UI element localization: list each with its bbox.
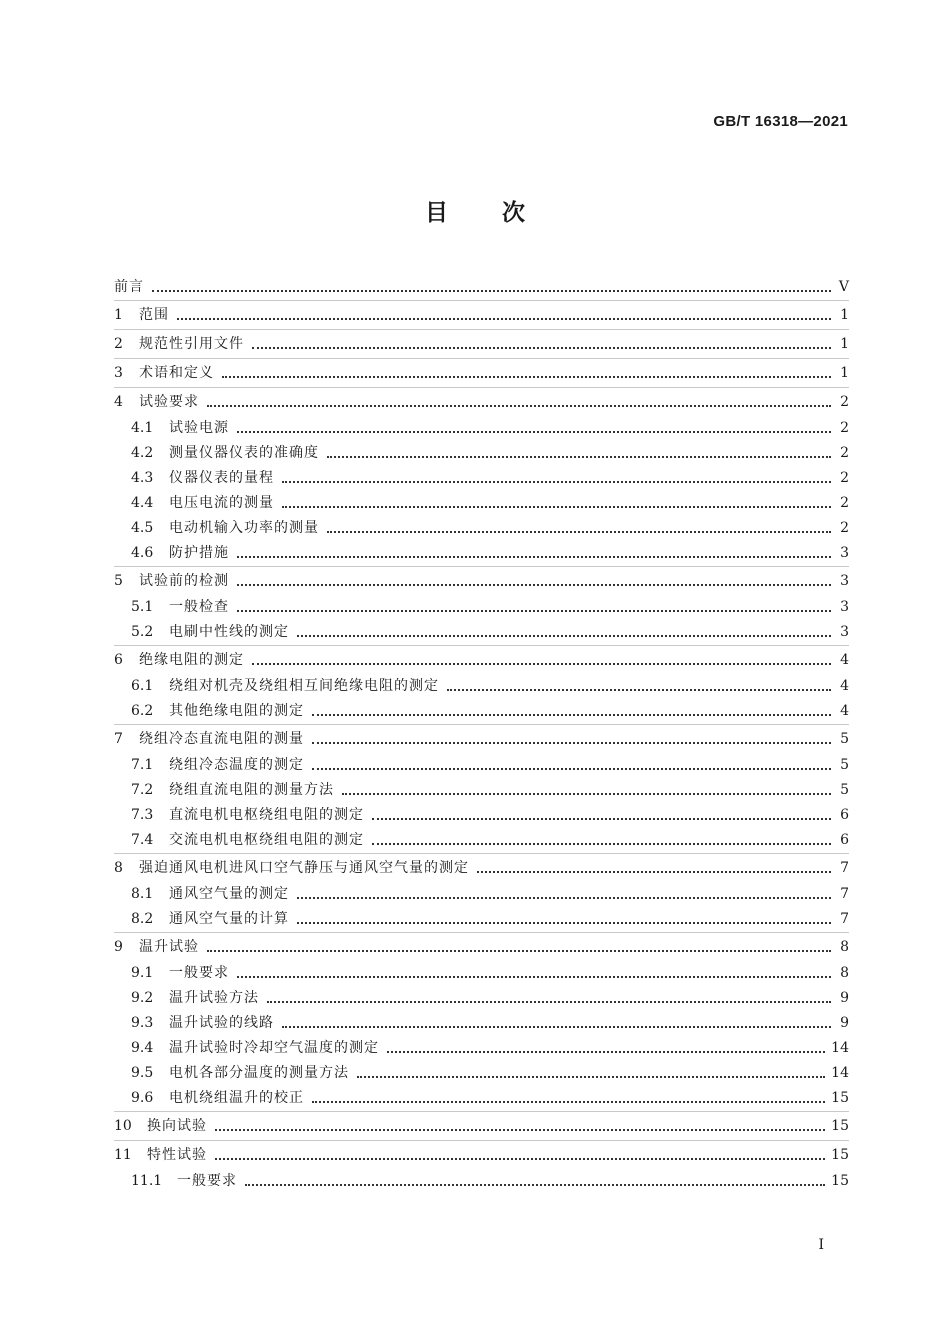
dot-leader [252,649,831,665]
toc-entry-section[interactable] [114,1169,849,1194]
toc-entry-section[interactable] [114,1061,849,1086]
toc-entry-section[interactable] [114,803,849,828]
toc-entry-chapter[interactable] [114,933,849,961]
toc-entry-section[interactable] [114,674,849,699]
toc-entry-number: 9.2 [131,990,154,1006]
toc-entry-page: 4 [840,703,849,719]
toc-entry-title: 测量仪器仪表的准确度 [169,445,319,461]
toc-entry-title: 通风空气量的计算 [169,911,289,927]
toc-entry-section[interactable] [114,541,849,566]
toc-entry-title: 绕组直流电阻的测量方法 [169,782,334,798]
toc-entry-title: 绕组冷态直流电阻的测量 [139,731,304,747]
dot-leader [237,596,831,612]
dot-leader [372,829,831,845]
toc-entry-title: 电刷中性线的测定 [169,624,289,640]
toc-entry-number: 7.1 [131,757,154,773]
toc-entry-title: 术语和定义 [139,365,214,381]
toc-entry-page: 1 [840,307,849,323]
toc-entry-title: 直流电机电枢绕组电阻的测定 [169,807,364,823]
toc-entry-number: 5.1 [131,599,154,615]
toc-entry-page: 5 [840,731,849,747]
toc-entry-number: 9.6 [131,1090,154,1106]
toc-entry-chapter[interactable] [114,1112,849,1140]
title-char-left: 目 [425,200,448,226]
dot-leader [215,1115,825,1131]
toc-entry-title: 温升试验 [139,939,199,955]
toc-entry-title: 绕组对机壳及绕组相互间绝缘电阻的测定 [169,678,439,694]
toc-entry-title: 前言 [114,279,144,295]
toc-entry-section[interactable] [114,441,849,466]
page-number: I [818,1237,824,1253]
toc-entry-page: 8 [840,965,849,981]
toc-entry-title: 电动机输入功率的测量 [169,520,319,536]
toc-entry-page: 5 [840,782,849,798]
toc-entry-chapter[interactable] [114,388,849,416]
dot-leader [237,962,831,978]
dot-leader [387,1037,825,1053]
toc-entry-number: 4.3 [131,470,154,486]
page-title [0,194,950,227]
toc-entry-title: 范围 [139,307,169,323]
toc-entry-section[interactable] [114,828,849,853]
toc-entry-number: 11 [114,1147,132,1163]
toc-entry-page: 15 [831,1090,849,1106]
toc-entry-title: 强迫通风电机进风口空气静压与通风空气量的测定 [139,860,469,876]
toc-entry-chapter[interactable] [114,854,849,882]
toc-entry-page: 6 [840,832,849,848]
toc-entry-title: 试验前的检测 [139,573,229,589]
toc-entry-number: 9.4 [131,1040,154,1056]
toc-entry-number: 4.5 [131,520,154,536]
toc-entry-title: 其他绝缘电阻的测定 [169,703,304,719]
toc-entry-number: 6.1 [131,678,154,694]
toc-entry-title: 电压电流的测量 [169,495,274,511]
toc-entry-title: 一般要求 [169,965,229,981]
dot-leader [237,542,831,558]
dot-leader [207,391,831,407]
toc-entry-page: 15 [831,1147,849,1163]
toc-entry-chapter[interactable] [114,330,849,358]
toc-entry-title: 电机绕组温升的校正 [169,1090,304,1106]
toc-entry-section[interactable] [114,1086,849,1111]
dot-leader [357,1062,825,1078]
standard-number: GB/T 16318—2021 [713,113,848,130]
toc-entry-title: 规范性引用文件 [139,336,244,352]
title-char-right: 次 [502,200,525,226]
toc-entry-section[interactable] [114,466,849,491]
toc-entry-title: 一般要求 [177,1173,237,1189]
dot-leader [372,804,831,820]
dot-leader [312,700,831,716]
toc-entry-title: 仪器仪表的量程 [169,470,274,486]
toc-entry-page: 7 [840,886,849,902]
toc-entry-page: 15 [831,1173,849,1189]
toc-entry-section[interactable] [114,416,849,441]
toc-entry-title: 换向试验 [147,1118,207,1134]
toc-entry-chapter[interactable] [114,646,849,674]
toc-entry-page: 14 [831,1040,849,1056]
toc-entry-number: 3 [114,365,123,381]
toc-entry-page: 2 [840,520,849,536]
toc-entry-number: 4.4 [131,495,154,511]
dot-leader [447,675,831,691]
toc-entry-page: 1 [840,365,849,381]
toc-entry-number: 7.3 [131,807,154,823]
toc-entry-section[interactable] [114,620,849,645]
toc-entry-page: 4 [840,678,849,694]
dot-leader [297,883,831,899]
toc-entry-section[interactable] [114,1036,849,1061]
toc-entry-page: 7 [840,911,849,927]
dot-leader [282,492,831,508]
toc-entry-number: 11.1 [131,1173,163,1189]
dot-leader [282,1012,831,1028]
toc-entry-page: 6 [840,807,849,823]
dot-leader [237,570,831,586]
toc-entry-number: 8.1 [131,886,154,902]
toc-entry-section[interactable] [114,882,849,907]
dot-leader [327,517,831,533]
toc-entry-section[interactable] [114,907,849,932]
toc-entry-number: 8 [114,860,123,876]
dot-leader [312,728,831,744]
toc-entry-number: 4.2 [131,445,154,461]
dot-leader [297,621,831,637]
toc-entry-title: 电机各部分温度的测量方法 [169,1065,349,1081]
toc-entry-number: 1 [114,307,123,323]
dot-leader [312,1087,825,1103]
toc-entry-number: 10 [114,1118,132,1134]
dot-leader [245,1170,825,1186]
toc-entry-number: 7.2 [131,782,154,798]
dot-leader [297,908,831,924]
toc-entry-page: 5 [840,757,849,773]
toc-entry-section[interactable] [114,961,849,986]
toc-entry-chapter[interactable] [114,1141,849,1169]
toc-entry-section[interactable] [114,753,849,778]
toc-entry-page: 7 [840,860,849,876]
toc-entry-page: 2 [840,394,849,410]
toc-entry-title: 防护措施 [169,545,229,561]
dot-leader [267,987,831,1003]
toc-entry-number: 9.5 [131,1065,154,1081]
toc-entry-title: 温升试验方法 [169,990,259,1006]
toc-entry-title: 温升试验的线路 [169,1015,274,1031]
toc-entry-number: 7 [114,731,123,747]
toc-entry-section[interactable] [114,491,849,516]
toc-entry-title: 通风空气量的测定 [169,886,289,902]
toc-entry-page: 4 [840,652,849,668]
toc-entry-number: 9 [114,939,123,955]
dot-leader [282,467,831,483]
toc-entry-number: 5 [114,573,123,589]
toc-entry-page: 3 [840,573,849,589]
toc-entry-section[interactable] [114,595,849,620]
toc-entry-number: 8.2 [131,911,154,927]
dot-leader [207,936,831,952]
toc-entry-number: 4 [114,394,123,410]
toc-entry-page: 2 [840,420,849,436]
toc-entry-title: 温升试验时冷却空气温度的测定 [169,1040,379,1056]
toc-entry-section[interactable] [114,1011,849,1036]
dot-leader [152,276,831,292]
toc-entry-chapter[interactable] [114,567,849,595]
toc-entry-chapter[interactable] [114,359,849,387]
toc-entry-title: 特性试验 [147,1147,207,1163]
toc-entry-section[interactable] [114,699,849,724]
toc-entry-number: 5.2 [131,624,154,640]
toc-entry-number: 6.2 [131,703,154,719]
toc-entry-page: 9 [840,1015,849,1031]
toc-entry-number: 2 [114,336,123,352]
table-of-contents [114,274,849,1194]
toc-entry-page: 3 [840,599,849,615]
toc-entry-page: 3 [840,624,849,640]
toc-entry-page: 2 [840,445,849,461]
toc-entry-page: 9 [840,990,849,1006]
toc-entry-title: 绕组冷态温度的测定 [169,757,304,773]
dot-leader [252,333,831,349]
dot-leader [342,779,831,795]
toc-entry-title: 绝缘电阻的测定 [139,652,244,668]
toc-entry-page: 14 [831,1065,849,1081]
toc-entry-section[interactable] [114,778,849,803]
toc-entry-number: 9.1 [131,965,154,981]
dot-leader [215,1144,825,1160]
dot-leader [177,304,831,320]
toc-entry-chapter[interactable] [114,725,849,753]
toc-entry-title: 试验要求 [139,394,199,410]
toc-entry-page: 2 [840,470,849,486]
toc-entry-page: 3 [840,545,849,561]
toc-entry-section[interactable] [114,516,849,541]
toc-entry-page: 8 [840,939,849,955]
toc-entry-number: 9.3 [131,1015,154,1031]
toc-entry-page: 15 [831,1118,849,1134]
toc-entry-title: 交流电机电枢绕组电阻的测定 [169,832,364,848]
toc-entry-number: 4.1 [131,420,154,436]
dot-leader [327,442,831,458]
dot-leader [477,857,831,873]
toc-entry-number: 7.4 [131,832,154,848]
toc-entry-chapter[interactable] [114,301,849,329]
toc-entry-page: 2 [840,495,849,511]
toc-entry-title: 一般检查 [169,599,229,615]
toc-entry-chapter[interactable] [114,274,849,300]
toc-entry-number: 4.6 [131,545,154,561]
toc-entry-page: V [838,279,849,295]
toc-entry-section[interactable] [114,986,849,1011]
dot-leader [312,754,831,770]
dot-leader [222,362,831,378]
toc-entry-title: 试验电源 [169,420,229,436]
toc-entry-page: 1 [840,336,849,352]
dot-leader [237,417,831,433]
toc-entry-number: 6 [114,652,123,668]
